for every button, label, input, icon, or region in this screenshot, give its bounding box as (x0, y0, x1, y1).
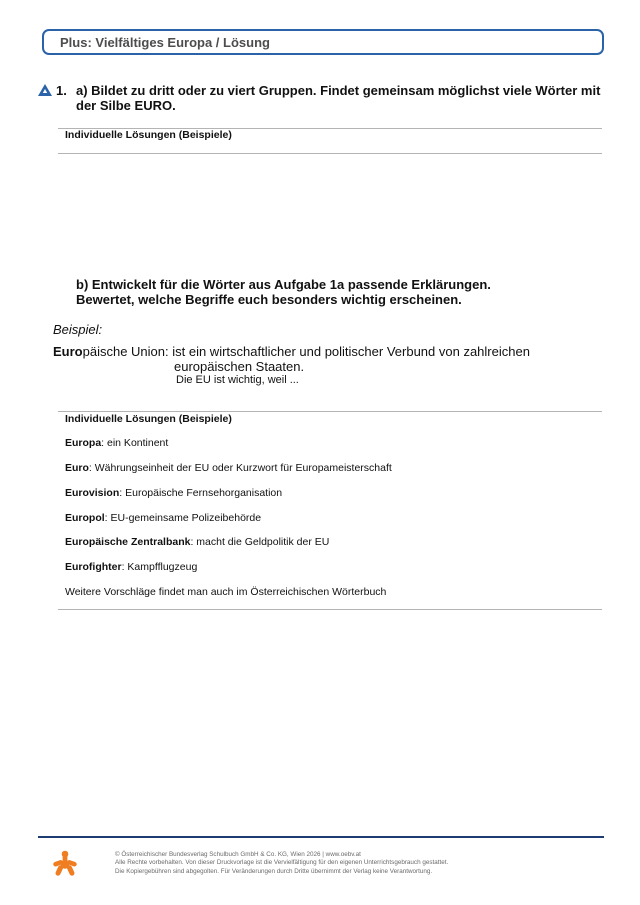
solution-term: Euro (65, 462, 89, 474)
page-title: Plus: Vielfältiges Europa / Lösung (60, 35, 270, 50)
task-1a-text: a) Bildet zu dritt oder zu viert Gruppen. Findet gemeinsam möglichst viele Wörter mit der Silbe EURO. (76, 83, 601, 113)
solution-item (65, 536, 329, 548)
solution-item (65, 561, 197, 573)
example-term-bold: Euro (53, 344, 83, 359)
task-number: 1. (56, 83, 67, 98)
solution-definition: : EU-gemeinsame Polizeibehörde (104, 512, 262, 524)
solution-definition: : Kampfflugzeug (121, 561, 198, 573)
level-triangle-icon (38, 84, 52, 96)
footer-line-3: Die Kopiergebühren sind abgegolten. Für Veränderungen durch Dritte übernimmt der Verlag keine Verantwortung. (115, 867, 433, 875)
solution-definition: : ein Kontinent (101, 437, 169, 449)
example-label: Beispiel: (53, 322, 103, 337)
example-definition-3: Die EU ist wichtig, weil ... (176, 374, 299, 386)
solution-term: Eurofighter (65, 561, 122, 573)
solution-item (65, 462, 392, 474)
divider (58, 153, 602, 154)
task-1b-text (76, 277, 606, 307)
footer-divider (38, 836, 604, 838)
example-line-1 (53, 344, 530, 359)
solution-item (65, 512, 261, 524)
solution-term: Europol (65, 512, 105, 524)
divider (58, 411, 602, 412)
solution-definition: : macht die Geldpolitik der EU (190, 536, 330, 548)
divider (58, 609, 602, 610)
example-definition-1: ist ein wirtschaftlicher und politischer Verbund von zahlreichen (168, 344, 530, 359)
solution-definition: : Währungseinheit der EU oder Kurzwort für Europameisterschaft (88, 462, 392, 474)
header-box (42, 29, 604, 55)
example-term-rest: päische Union: (82, 344, 169, 359)
footer-copyright (115, 851, 535, 876)
solution-note: Weitere Vorschläge findet man auch im Österreichischen Wörterbuch (65, 586, 387, 598)
solution-item (65, 437, 168, 449)
solution-term: Eurovision (65, 487, 120, 499)
solution-item (65, 487, 282, 499)
footer-line-1: © Österreichischer Bundesverlag Schulbuch GmbH & Co. KG, Wien 2026 | www.oebv.at (115, 851, 361, 858)
solution-term: Europäische Zentralbank (65, 536, 191, 548)
task-1b-line-1: b) Entwickelt für die Wörter aus Aufgabe 1a passende Erklärungen. (76, 277, 491, 292)
publisher-logo-icon (52, 850, 78, 878)
example-definition-2: europäischen Staaten. (174, 359, 305, 374)
solution-label-1b: Individuelle Lösungen (Beispiele) (65, 413, 232, 425)
task-1b-line-2: Bewertet, welche Begriffe euch besonders wichtig erscheinen. (76, 292, 462, 307)
solution-label-1a: Individuelle Lösungen (Beispiele) (65, 129, 232, 141)
solution-definition: : Europäische Fernsehorganisation (119, 487, 283, 499)
footer-line-2: Alle Rechte vorbehalten. Von dieser Druckvorlage ist die Vervielfältigung für den eigenen Unterrichtsgebrauch gestattet. (115, 859, 449, 867)
solution-term: Europa (65, 437, 102, 449)
